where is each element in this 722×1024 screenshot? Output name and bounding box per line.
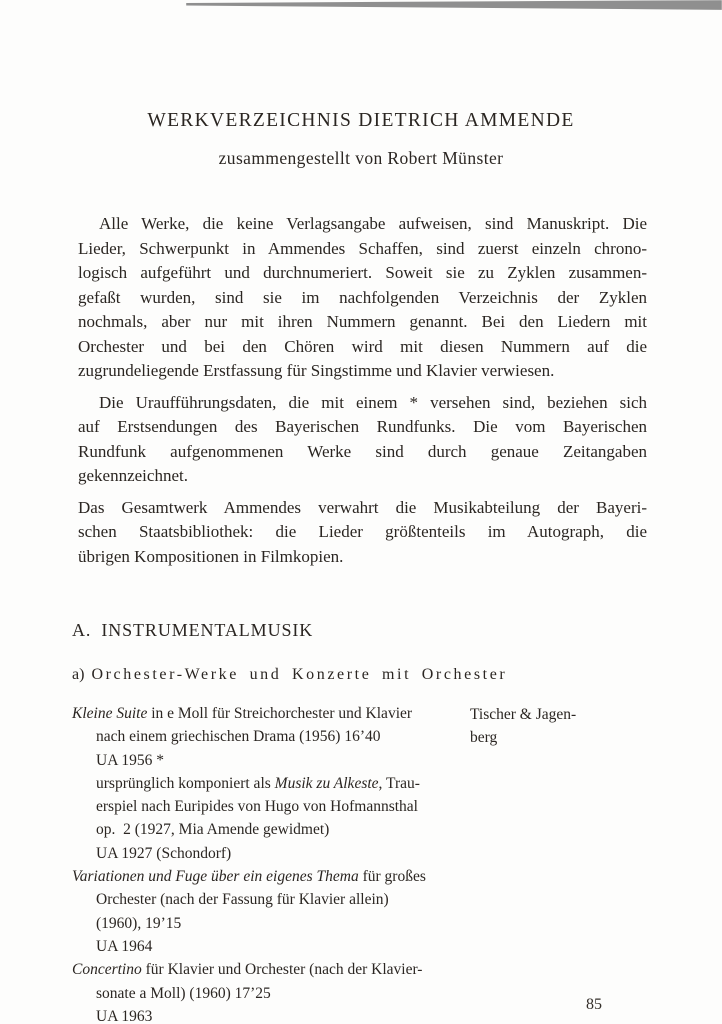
subsection-title: Orchester-Werke und Konzerte mit Orchester: [91, 666, 508, 683]
work-entry: [72, 865, 650, 958]
paragraph-line: Die Uraufführungsdaten, die mit einem * versehen sind, beziehen sich: [99, 392, 647, 412]
work-line: [72, 818, 650, 841]
works-list: [72, 702, 650, 1024]
work-text: für großes: [358, 868, 426, 886]
work-text: sonate a Moll) (1960) 17’25: [96, 984, 271, 1002]
paragraph-line: nochmals, aber nur mit ihren Nummern genannt. Bei den Liedern mit: [78, 312, 647, 331]
paragraph-line: Orchester und bei den Chören wird mit diesen Nummern auf die: [78, 336, 647, 356]
work-title-italic: Variationen und Fuge über ein eigenes Thema: [72, 868, 359, 886]
scan-edge-artifact: [186, 0, 722, 12]
work-line: [72, 865, 650, 888]
work-line: [72, 912, 650, 935]
work-text: UA 1927 (Schondorf): [96, 844, 232, 862]
page-title: WERKVERZEICHNIS DIETRICH AMMENDE: [147, 110, 575, 131]
subsection-heading: [72, 666, 650, 684]
subsection-letter: a): [72, 666, 85, 683]
work-line: [72, 935, 650, 958]
work-line: [72, 958, 650, 981]
section-heading: [72, 620, 650, 641]
page-subtitle: zusammengestellt von Robert Münster: [218, 148, 504, 168]
work-text: nach einem griechischen Drama (1956) 16’40: [96, 728, 381, 746]
work-text: UA 1964: [96, 937, 153, 955]
work-text: erspiel nach Euripides von Hugo von Hofmannsthal: [96, 798, 418, 816]
paragraph-line: zugrundeliegende Erstfassung für Singstimme und Klavier verwiesen.: [78, 361, 555, 380]
paragraph: [78, 496, 647, 570]
work-text: in e Moll für Streichorchester und Klavier: [147, 705, 413, 722]
paragraph-line: logisch aufgeführt und durchnumeriert. Soweit sie zu Zyklen zusammen-: [78, 263, 647, 282]
paragraph-line: Rundfunk aufgenommenen Werke sind durch genaue Zeitangaben: [78, 441, 647, 461]
work-text: op. 2 (1927, Mia Amende gewidmet): [96, 821, 330, 839]
work-entry: [72, 702, 650, 865]
paragraph-line: Alle Werke, die keine Verlagsangabe aufweisen, sind Manuskript. Die: [99, 214, 647, 233]
catalog-section: [72, 620, 650, 1024]
work-text: ursprünglich komponiert als: [96, 774, 275, 792]
work-text: UA 1956 *: [96, 751, 165, 769]
paragraph: [78, 212, 647, 384]
title-block: [0, 110, 722, 169]
work-title-italic: Concertino: [72, 961, 142, 979]
work-line: [72, 795, 650, 818]
work-title-italic: Kleine Suite: [72, 705, 148, 722]
paragraph: [78, 391, 647, 489]
work-text: (1960), 19’15: [96, 914, 182, 932]
work-line: [72, 749, 650, 772]
work-text: für Klavier und Orchester (nach der Klavier-: [141, 961, 423, 979]
paragraph-line: übrigen Kompositionen in Filmkopien.: [78, 546, 344, 566]
work-line: [72, 842, 650, 865]
introduction-text: [78, 212, 647, 576]
section-title: INSTRUMENTALMUSIK: [101, 620, 314, 640]
work-line: [72, 982, 650, 1005]
publisher-line: berg: [470, 729, 498, 747]
page-number: 85: [586, 996, 602, 1013]
work-title-italic: Musik zu Alkeste: [274, 774, 379, 792]
paragraph-line: schen Staatsbibliothek: die Lieder größtenteils im Autograph, die: [78, 522, 647, 541]
work-line: [72, 1005, 650, 1024]
paragraph-line: gekennzeichnet.: [78, 466, 188, 485]
paragraph-line: Lieder, Schwerpunkt in Ammendes Schaffen, sind zuerst einzeln chrono-: [78, 238, 647, 258]
section-letter: A.: [72, 620, 92, 640]
publisher: [470, 703, 640, 750]
work-line: [72, 888, 650, 911]
publisher-line: Tischer & Jagen-: [470, 706, 577, 723]
work-text: Orchester (nach der Fassung für Klavier allein): [96, 891, 389, 909]
work-text: UA 1963: [96, 1007, 153, 1024]
paragraph-line: Das Gesamtwerk Ammendes verwahrt die Musikabteilung der Bayeri-: [78, 497, 647, 517]
work-line: [72, 772, 650, 795]
paragraph-line: gefaßt wurden, sind sie im nachfolgenden Verzeichnis der Zyklen: [78, 287, 647, 307]
work-text: , Trau-: [378, 774, 420, 792]
paragraph-line: auf Erstsendungen des Bayerischen Rundfunks. Die vom Bayerischen: [78, 417, 647, 436]
work-entry: [72, 958, 650, 1024]
